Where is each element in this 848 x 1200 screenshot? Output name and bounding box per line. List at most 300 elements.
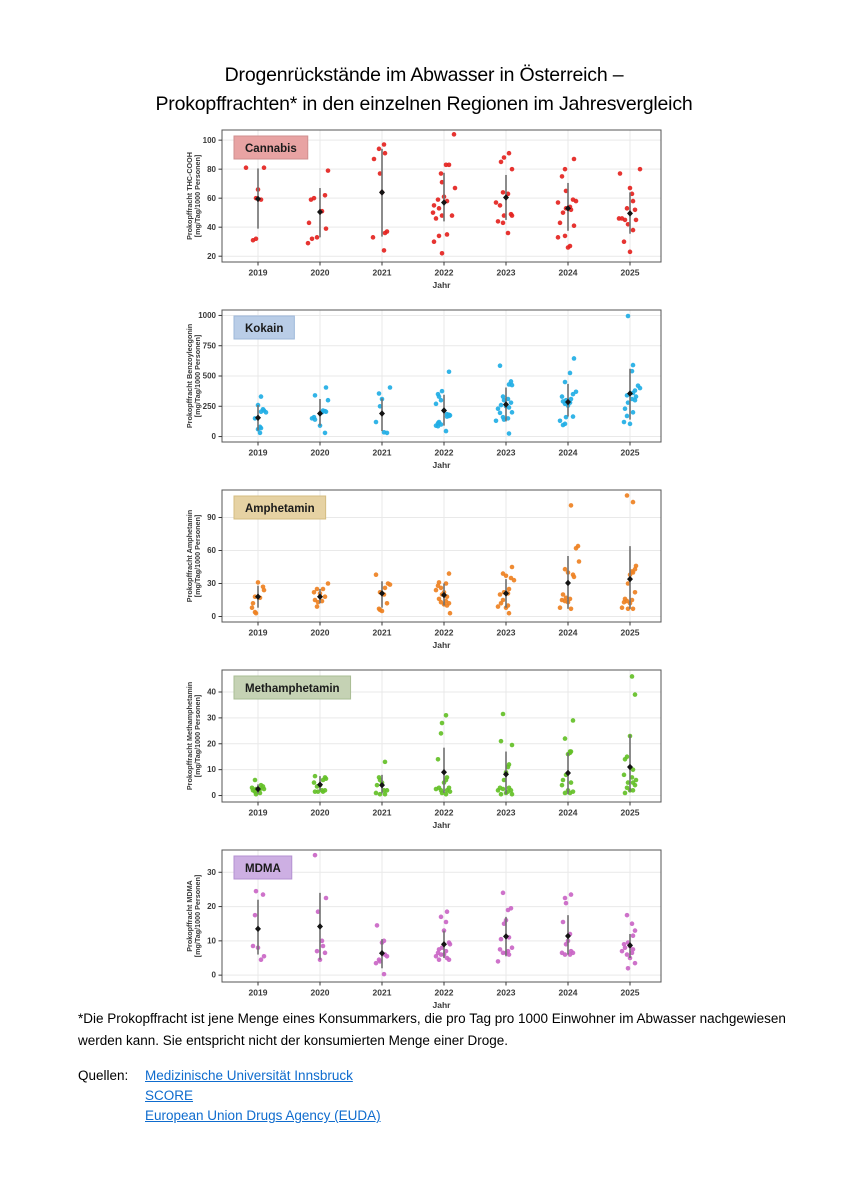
data-point — [626, 966, 631, 971]
data-point — [561, 423, 566, 428]
data-point — [326, 168, 331, 173]
data-point — [638, 167, 643, 172]
x-tick-label: 2020 — [310, 987, 330, 998]
data-point — [501, 891, 506, 896]
data-point — [385, 788, 390, 793]
x-tick-label: 2025 — [620, 987, 640, 998]
data-point — [572, 356, 577, 361]
x-tick-label: 2019 — [248, 447, 268, 458]
data-point — [262, 787, 267, 792]
data-point — [261, 892, 266, 897]
data-point — [432, 203, 437, 208]
data-point — [432, 239, 437, 244]
data-point — [638, 386, 643, 391]
x-tick-label: 2024 — [558, 627, 578, 638]
y-tick-label: 10 — [207, 765, 216, 775]
data-point — [628, 250, 633, 255]
data-point — [309, 197, 314, 202]
x-tick-label: 2021 — [372, 627, 392, 638]
data-point — [572, 575, 577, 580]
data-point — [447, 163, 452, 168]
data-point — [569, 780, 574, 785]
x-tick-label: 2021 — [372, 447, 392, 458]
x-tick-label: 2019 — [248, 267, 268, 278]
data-point — [494, 419, 499, 424]
legend-label: Amphetamin — [245, 503, 315, 515]
x-tick-label: 2025 — [620, 267, 640, 278]
data-point — [434, 216, 439, 221]
y-tick-label: 30 — [207, 867, 216, 877]
data-point — [377, 147, 382, 152]
data-point — [501, 190, 506, 195]
x-tick-label: 2023 — [496, 627, 516, 638]
data-point — [569, 892, 574, 897]
x-axis-title: Jahr — [432, 640, 451, 650]
data-point — [498, 363, 503, 368]
data-point — [259, 409, 264, 414]
data-point — [377, 391, 382, 396]
data-point — [566, 245, 571, 250]
data-point — [631, 410, 636, 415]
x-tick-label: 2025 — [620, 627, 640, 638]
y-tick-label: 0 — [211, 432, 216, 442]
x-tick-label: 2024 — [558, 447, 578, 458]
data-point — [371, 235, 376, 240]
data-point — [321, 778, 326, 783]
x-axis-title: Jahr — [432, 280, 451, 290]
data-point — [452, 132, 457, 137]
data-point — [250, 605, 255, 610]
x-tick-label: 2023 — [496, 447, 516, 458]
data-point — [312, 590, 317, 595]
x-axis-title: Jahr — [432, 1000, 451, 1010]
data-point — [496, 604, 501, 609]
data-point — [439, 731, 444, 736]
data-point — [323, 594, 328, 599]
data-point — [244, 165, 249, 170]
data-point — [510, 167, 515, 172]
data-point — [563, 952, 568, 957]
data-point — [313, 853, 318, 858]
data-point — [254, 889, 259, 894]
data-point — [439, 586, 444, 591]
data-point — [321, 944, 326, 949]
data-point — [631, 500, 636, 505]
data-point — [631, 788, 636, 793]
data-point — [560, 783, 565, 788]
data-point — [253, 778, 258, 783]
data-point — [383, 151, 388, 156]
data-point — [634, 218, 639, 223]
data-point — [315, 949, 320, 954]
data-point — [494, 200, 499, 205]
data-point — [259, 394, 264, 399]
data-point — [321, 789, 326, 794]
data-point — [501, 221, 506, 226]
x-tick-label: 2024 — [558, 807, 578, 818]
data-point — [323, 951, 328, 956]
x-axis-title: Jahr — [432, 820, 451, 830]
data-point — [437, 957, 442, 962]
data-point — [251, 238, 256, 243]
x-tick-label: 2023 — [496, 267, 516, 278]
page-title-line2: Prokopffrachten* in den einzelnen Regionen im Jahresvergleich — [155, 93, 693, 116]
source-link[interactable]: SCORE — [145, 1088, 194, 1103]
data-point — [631, 199, 636, 204]
data-point — [444, 429, 449, 434]
data-point — [499, 403, 504, 408]
data-point — [251, 601, 256, 606]
data-point — [251, 944, 256, 949]
data-point — [561, 778, 566, 783]
data-point — [631, 607, 636, 612]
data-point — [625, 206, 630, 211]
data-point — [504, 574, 509, 579]
y-tick-label: 30 — [207, 713, 216, 723]
data-point — [450, 213, 455, 218]
data-point — [623, 757, 628, 762]
x-tick-label: 2020 — [310, 807, 330, 818]
data-point — [509, 400, 514, 405]
data-point — [498, 411, 503, 416]
data-point — [561, 210, 566, 215]
data-point — [385, 954, 390, 959]
data-point — [258, 431, 263, 436]
chart-cannabis — [183, 126, 665, 303]
data-point — [437, 234, 442, 239]
y-tick-label: 0 — [211, 970, 216, 980]
data-point — [633, 961, 638, 966]
data-point — [445, 603, 450, 608]
legend-label: Cannabis — [245, 143, 297, 155]
chart-canvas — [183, 126, 665, 298]
data-point — [375, 923, 380, 928]
data-point — [385, 431, 390, 436]
data-point — [499, 937, 504, 942]
data-point — [262, 165, 267, 170]
y-tick-label: 20 — [207, 902, 216, 912]
data-point — [496, 219, 501, 224]
y-tick-label: 0 — [211, 791, 216, 801]
y-tick-label: 500 — [202, 371, 216, 381]
data-point — [383, 231, 388, 236]
data-point — [444, 713, 449, 718]
data-point — [569, 503, 574, 508]
data-point — [436, 197, 441, 202]
data-point — [558, 605, 563, 610]
y-axis-title: Prokopffracht MDMA[mg/Tag/1000 Personen] — [185, 874, 202, 958]
data-point — [380, 609, 385, 614]
data-point — [498, 203, 503, 208]
data-point — [558, 419, 563, 424]
data-point — [563, 736, 568, 741]
source-link[interactable]: Medizinische Universität Innsbruck — [145, 1068, 353, 1083]
data-point — [561, 920, 566, 925]
data-point — [556, 200, 561, 205]
data-point — [506, 908, 511, 913]
data-point — [507, 431, 512, 436]
data-point — [439, 398, 444, 403]
data-point — [382, 248, 387, 253]
data-point — [572, 157, 577, 162]
chart-kokain — [183, 306, 665, 483]
data-point — [326, 398, 331, 403]
x-tick-label: 2022 — [434, 447, 454, 458]
x-tick-label: 2023 — [496, 807, 516, 818]
charts-container — [183, 126, 665, 1026]
data-point — [633, 783, 638, 788]
data-point — [628, 186, 633, 191]
data-point — [315, 604, 320, 609]
data-point — [633, 590, 638, 595]
data-point — [633, 928, 638, 933]
y-tick-label: 60 — [207, 546, 216, 556]
data-point — [434, 588, 439, 593]
data-point — [315, 235, 320, 240]
data-point — [563, 234, 568, 239]
data-point — [440, 389, 445, 394]
data-point — [510, 213, 515, 218]
data-point — [374, 420, 379, 425]
data-point — [563, 167, 568, 172]
data-point — [626, 314, 631, 319]
footnote: *Die Prokopffracht ist jene Menge eines Konsummarkers, die pro Tag pro 1000 Einwohner im Abwasser nachgewiesen werden kann. Sie entspricht nicht der konsumierten Menge einer Droge. — [78, 1011, 786, 1048]
x-axis-title: Jahr — [432, 460, 451, 470]
data-point — [324, 896, 329, 901]
legend-label: Methamphetamin — [245, 683, 340, 695]
page-title-line1: Drogenrückstände im Abwasser in Österreich – — [224, 64, 624, 87]
data-point — [501, 712, 506, 717]
data-point — [382, 972, 387, 977]
data-point — [321, 587, 326, 592]
data-point — [324, 226, 329, 231]
data-point — [313, 393, 318, 398]
y-tick-label: 40 — [207, 222, 216, 232]
y-axis-title: Prokopffracht THC-COOH[mg/Tag/1000 Personen] — [185, 152, 202, 240]
data-point — [631, 933, 636, 938]
source-links — [145, 1068, 381, 1123]
data-point — [436, 757, 441, 762]
y-tick-label: 20 — [207, 251, 216, 261]
data-point — [507, 151, 512, 156]
y-tick-label: 250 — [202, 401, 216, 411]
y-tick-label: 80 — [207, 164, 216, 174]
page-title — [0, 61, 848, 119]
data-point — [310, 236, 315, 241]
data-point — [385, 601, 390, 606]
chart-amphetamin — [183, 486, 665, 663]
legend-label: Kokain — [245, 323, 284, 335]
data-point — [447, 571, 452, 576]
data-point — [439, 171, 444, 176]
data-point — [259, 957, 264, 962]
data-point — [571, 392, 576, 397]
data-point — [501, 787, 506, 792]
data-point — [510, 743, 515, 748]
data-point — [440, 251, 445, 256]
data-point — [560, 394, 565, 399]
data-point — [623, 218, 628, 223]
data-point — [313, 417, 318, 422]
y-tick-label: 10 — [207, 936, 216, 946]
x-tick-label: 2024 — [558, 267, 578, 278]
data-point — [625, 913, 630, 918]
data-point — [622, 773, 627, 778]
x-tick-label: 2022 — [434, 987, 454, 998]
source-link[interactable]: European Union Drugs Agency (EUDA) — [145, 1108, 381, 1123]
data-point — [502, 155, 507, 160]
data-point — [507, 952, 512, 957]
data-point — [374, 572, 379, 577]
data-point — [323, 193, 328, 198]
data-point — [556, 235, 561, 240]
data-point — [633, 207, 638, 212]
data-point — [625, 414, 630, 419]
data-point — [563, 791, 568, 796]
y-tick-label: 30 — [207, 579, 216, 589]
data-point — [323, 431, 328, 436]
x-tick-label: 2021 — [372, 267, 392, 278]
x-tick-label: 2022 — [434, 807, 454, 818]
data-point — [507, 611, 512, 616]
data-point — [445, 909, 450, 914]
data-point — [448, 942, 453, 947]
legend-label: MDMA — [245, 863, 281, 875]
data-point — [510, 565, 515, 570]
x-tick-label: 2022 — [434, 627, 454, 638]
data-point — [307, 221, 312, 226]
y-tick-label: 90 — [207, 513, 216, 523]
data-point — [506, 231, 511, 236]
sources-label: Quellen: — [78, 1068, 129, 1083]
data-point — [633, 398, 638, 403]
x-tick-label: 2019 — [248, 627, 268, 638]
data-point — [324, 409, 329, 414]
data-point — [372, 157, 377, 162]
data-point — [510, 383, 515, 388]
data-point — [499, 792, 504, 797]
data-point — [383, 792, 388, 797]
data-point — [254, 611, 259, 616]
data-point — [448, 611, 453, 616]
data-point — [434, 787, 439, 792]
data-point — [568, 371, 573, 376]
data-point — [574, 546, 579, 551]
data-point — [447, 369, 452, 374]
data-point — [574, 199, 579, 204]
y-tick-label: 100 — [202, 135, 216, 145]
data-point — [382, 142, 387, 147]
x-tick-label: 2024 — [558, 987, 578, 998]
x-tick-label: 2023 — [496, 987, 516, 998]
data-point — [572, 223, 577, 228]
data-point — [431, 210, 436, 215]
data-point — [633, 692, 638, 697]
data-point — [439, 915, 444, 920]
data-point — [498, 592, 503, 597]
y-axis-title: Prokopffracht Methamphetamin[mg/Tag/1000 Personen] — [185, 681, 202, 791]
data-point — [256, 580, 261, 585]
data-point — [324, 385, 329, 390]
y-tick-label: 40 — [207, 687, 216, 697]
data-point — [622, 239, 627, 244]
x-tick-label: 2019 — [248, 807, 268, 818]
data-point — [253, 913, 258, 918]
data-point — [313, 774, 318, 779]
data-point — [496, 406, 501, 411]
data-point — [628, 422, 633, 427]
data-point — [383, 586, 388, 591]
chart-canvas — [183, 486, 665, 658]
data-point — [622, 420, 627, 425]
data-point — [631, 228, 636, 233]
chart-mdma — [183, 846, 665, 1023]
x-tick-label: 2025 — [620, 447, 640, 458]
data-point — [434, 402, 439, 407]
x-tick-label: 2020 — [310, 627, 330, 638]
data-point — [383, 760, 388, 765]
data-point — [374, 791, 379, 796]
data-point — [510, 792, 515, 797]
data-point — [262, 588, 267, 593]
data-point — [312, 780, 317, 785]
data-point — [571, 718, 576, 723]
chart-methamphetamin — [183, 666, 665, 843]
data-point — [326, 581, 331, 586]
data-point — [448, 789, 453, 794]
data-point — [374, 961, 379, 966]
data-point — [375, 783, 380, 788]
data-point — [510, 410, 515, 415]
data-point — [264, 410, 269, 415]
data-point — [388, 385, 393, 390]
data-point — [499, 160, 504, 165]
data-point — [306, 241, 311, 246]
data-point — [313, 789, 318, 794]
data-point — [620, 949, 625, 954]
data-point — [630, 674, 635, 679]
y-tick-label: 0 — [211, 612, 216, 622]
y-tick-label: 60 — [207, 193, 216, 203]
data-point — [569, 607, 574, 612]
data-point — [512, 578, 517, 583]
data-point — [440, 721, 445, 726]
y-tick-label: 20 — [207, 739, 216, 749]
y-tick-label: 750 — [202, 341, 216, 351]
data-point — [564, 901, 569, 906]
chart-canvas — [183, 666, 665, 838]
data-point — [631, 363, 636, 368]
data-point — [577, 559, 582, 564]
y-tick-label: 1000 — [198, 311, 216, 321]
y-axis-title: Prokopffracht Amphetamin[mg/Tag/1000 Personen] — [185, 509, 202, 603]
x-tick-label: 2020 — [310, 267, 330, 278]
data-point — [625, 493, 630, 498]
data-point — [507, 587, 512, 592]
x-tick-label: 2019 — [248, 987, 268, 998]
data-point — [630, 921, 635, 926]
data-point — [436, 424, 441, 429]
data-point — [620, 605, 625, 610]
data-point — [496, 959, 501, 964]
data-point — [510, 945, 515, 950]
data-point — [447, 957, 452, 962]
x-tick-label: 2025 — [620, 807, 640, 818]
chart-canvas — [183, 846, 665, 1018]
x-tick-label: 2021 — [372, 987, 392, 998]
data-point — [445, 414, 450, 419]
data-point — [623, 406, 628, 411]
